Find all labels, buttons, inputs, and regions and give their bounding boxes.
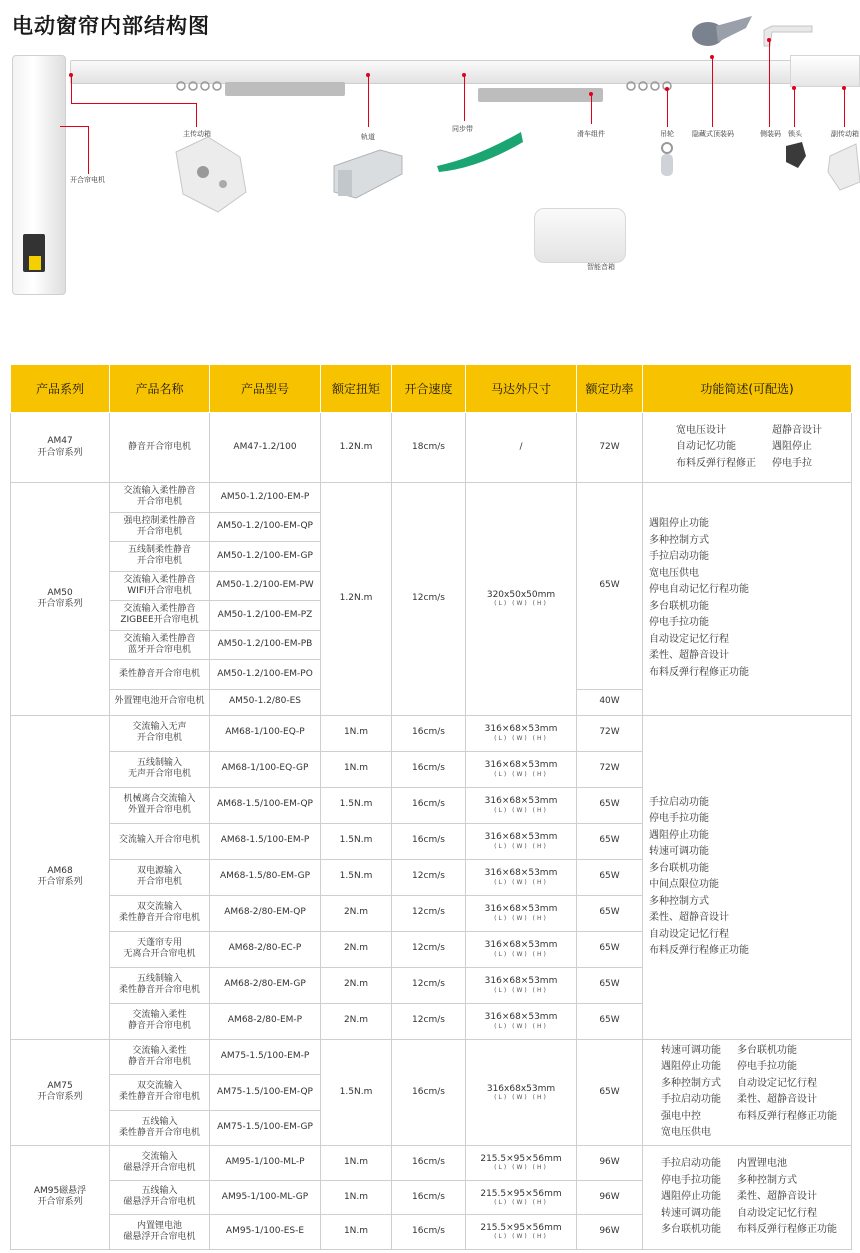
header-dimension: 马达外尺寸 [466,365,577,413]
cell-function [643,1146,852,1250]
dimension-axes-label: (L) (W) (H) [494,914,548,922]
cell-name [110,483,210,513]
cell-dimension [466,787,577,823]
cell-model-text: AM68-1.5/100-EM-QP [217,799,313,810]
label-glider: 滑车组件 [577,130,605,138]
page-title: 电动窗帘内部结构图 [12,14,210,38]
cell-speed [392,1039,466,1146]
cell-dimension-text: 316×68×53mm [484,796,558,807]
cell-torque-text: 2N.m [343,907,369,918]
cell-model [210,660,321,690]
track-image [332,148,404,204]
spec-table [10,364,852,1250]
cell-model-text: AM68-2/80-EC-P [228,943,302,954]
cell-torque-text: 1N.m [343,727,369,738]
cell-dimension-text: 316×68×53mm [484,868,558,879]
cell-power-text: 72W [599,441,620,452]
cell-power [577,751,643,787]
cell-model-text: AM68-1.5/100-EM-P [220,835,310,846]
cell-function [643,413,852,483]
cell-speed-text: 16cm/s [412,835,445,846]
cell-model [210,751,321,787]
header-series: 产品系列 [11,365,110,413]
cell-torque-text: 1.2N.m [339,441,373,452]
cell-speed [392,483,466,716]
hook-image [656,140,678,182]
cell-name [110,823,210,859]
cell-dimension [466,967,577,1003]
cell-torque [321,1215,392,1250]
cell-torque [321,483,392,716]
cell-power-text: 72W [599,763,620,774]
cell-series [11,715,110,1039]
cell-name [110,512,210,542]
cell-name-text: 交流输入柔性 静音开合帘电机 [127,1045,191,1067]
cell-name [110,787,210,823]
cell-torque [321,1039,392,1146]
cell-function-col2: 超静音设计 遇阻停止 停电手拉 [772,424,822,469]
label-aux-gearbox: 副传动箱 [831,130,859,138]
cell-name-text: 双电源输入 开合帘电机 [136,865,182,887]
cell-model [210,1003,321,1039]
cell-model-text: AM68-1/100-EQ-P [225,727,305,738]
label-hook: 吊轮 [660,130,674,138]
cell-power [577,1146,643,1181]
cell-function-text: 遇阻停止功能 多种控制方式 手拉启动功能 宽电压供电 停电自动记忆行程功能 多台联机功能 停电手拉功能 自动设定记忆行程 柔性、超静音设计 布料反弹行程修正功能 [649,518,749,678]
cell-speed-text: 16cm/s [412,1226,445,1237]
cell-power [577,967,643,1003]
cell-model [210,1146,321,1181]
cell-name [110,931,210,967]
cell-torque [321,715,392,751]
label-main-gearbox: 主传动箱 [183,130,211,138]
cell-name [110,689,210,715]
dimension-axes-label: (L) (W) (H) [494,1198,548,1206]
cell-series-text: AM50 开合帘系列 [37,587,83,609]
cell-power [577,483,643,690]
cell-power-text: 96W [599,1191,620,1202]
cell-model [210,823,321,859]
cell-model [210,483,321,513]
cell-function-text: 手拉启动功能 停电手拉功能 遇阻停止功能 转速可调功能 多台联机功能 中间点限位功能 多种控制方式 柔性、超静音设计 自动设定记忆行程 布料反弹行程修正功能 [649,796,749,956]
cell-function-col1: 宽电压设计 自动记忆功能 布料反弹行程修正 [676,424,756,469]
cell-model [210,715,321,751]
spec-table-wrap [10,364,851,1250]
dimension-axes-label: (L) (W) (H) [494,986,548,994]
cell-model-text: AM50-1.2/100-EM-PB [217,639,313,650]
cell-model [210,895,321,931]
cell-model-text: AM50-1.2/100-EM-PZ [217,609,313,620]
cell-power [577,931,643,967]
cell-series [11,413,110,483]
cell-model [210,601,321,631]
table-row [11,715,852,751]
cell-model-text: AM50-1.2/100-EM-QP [217,521,313,532]
cell-torque [321,967,392,1003]
cell-function [643,1039,852,1146]
cell-dimension-text: 316x68x53mm [486,1083,556,1094]
cell-dimension-text: 316×68×53mm [484,832,558,843]
cell-name-text: 交流输入开合帘电机 [118,835,200,846]
belt-image [435,128,525,172]
lock-image [780,140,810,170]
cell-speed-text: 12cm/s [412,907,445,918]
cell-model-text: AM95-1/100-ES-E [225,1226,305,1237]
cell-name [110,413,210,483]
cell-name-text: 五线制柔性静音 开合帘电机 [127,545,191,567]
aux-gearbox-image [826,142,860,192]
cell-dimension [466,931,577,967]
rail-end-image [790,55,860,87]
cell-name-text: 外置锂电池开合帘电机 [114,696,205,707]
cell-name-text: 天蓬帘专用 无离合开合帘电机 [123,937,196,959]
cell-power [577,689,643,715]
cell-dimension [466,859,577,895]
cell-dimension [466,751,577,787]
cell-name-text: 静音开合帘电机 [127,441,191,452]
cell-model [210,689,321,715]
cell-speed [392,751,466,787]
cell-speed-text: 16cm/s [412,1191,445,1202]
cell-model-text: AM50-1.2/100-EM-PW [216,580,314,591]
cell-power-text: 65W [599,1086,620,1097]
cell-dimension [466,895,577,931]
cell-name-text: 内置锂电池 磁悬浮开合帘电机 [123,1220,196,1242]
cell-speed [392,967,466,1003]
cell-model [210,1180,321,1215]
cell-name [110,571,210,601]
dimension-axes-label: (L) (W) (H) [494,600,548,608]
cell-name-text: 五线制输入 柔性静音开合帘电机 [118,973,200,995]
cell-series-text: AM47 开合帘系列 [37,436,83,458]
cell-speed-text: 18cm/s [412,441,445,452]
cell-name [110,660,210,690]
cell-torque [321,1146,392,1181]
label-side-bracket: 侧装码 [760,130,781,138]
table-row [11,413,852,483]
cell-speed [392,1146,466,1181]
dimension-axes-label: (L) (W) (H) [494,770,548,778]
cell-model-text: AM75-1.5/100-EM-QP [217,1086,313,1097]
cell-function-col1: 手拉启动功能 停电手拉功能 遇阻停止功能 转速可调功能 多台联机功能 [661,1158,721,1235]
cell-speed-text: 16cm/s [412,1157,445,1168]
cell-torque-text: 1.5N.m [339,1086,373,1097]
cell-power-text: 65W [599,907,620,918]
cell-model [210,1039,321,1075]
table-row [11,483,852,513]
cell-power [577,823,643,859]
cell-speed [392,895,466,931]
cell-dimension [466,1146,577,1181]
cell-torque [321,823,392,859]
cell-torque-text: 1.2N.m [339,593,373,604]
cell-speed-text: 12cm/s [412,979,445,990]
cell-model [210,1110,321,1146]
cell-name [110,630,210,660]
cell-model-text: AM68-1.5/80-EM-GP [219,871,311,882]
dimension-axes-label: (L) (W) (H) [494,1233,548,1241]
cell-name-text: 五线制输入 无声开合帘电机 [127,757,191,779]
dimension-axes-label: (L) (W) (H) [494,734,548,742]
glider-bar-image-2 [478,88,603,102]
cell-series-text: AM75 开合帘系列 [37,1081,83,1103]
cell-function-col2: 多台联机功能 停电手拉功能 自动设定记忆行程 柔性、超静音设计 布料反弹行程修正功能 [737,1044,837,1122]
cell-torque [321,931,392,967]
cell-power-text: 65W [599,1015,620,1026]
cell-power [577,787,643,823]
cell-speed [392,931,466,967]
cell-model-text: AM95-1/100-ML-GP [221,1191,309,1202]
hook-rings-image [175,78,225,98]
cell-model-text: AM50-1.2/100-EM-PO [217,668,313,679]
dimension-axes-label: (L) (W) (H) [494,878,548,886]
cell-power [577,1180,643,1215]
cell-name-text: 交流输入柔性静音 开合帘电机 [123,486,196,508]
hidden-bracket-image [686,12,756,54]
cell-power-text: 96W [599,1226,620,1237]
cell-power-text: 72W [599,727,620,738]
cell-name [110,1003,210,1039]
header-function: 功能简述(可配选) [643,365,852,413]
cell-dimension-text: 320x50x50mm [486,590,556,601]
cell-name-text: 柔性静音开合帘电机 [118,668,200,679]
cell-power-text: 65W [599,799,620,810]
cell-speed-text: 16cm/s [412,763,445,774]
cell-name [110,895,210,931]
cell-name [110,1180,210,1215]
cell-dimension-text: 316×68×53mm [484,760,558,771]
cell-torque-text: 1N.m [343,763,369,774]
cell-torque [321,1180,392,1215]
cell-name [110,601,210,631]
cell-model [210,630,321,660]
cell-speed [392,859,466,895]
cell-model-text: AM75-1.5/100-EM-GP [217,1122,313,1133]
cell-model [210,967,321,1003]
label-belt: 同步带 [452,125,473,133]
cell-power [577,1039,643,1146]
dimension-axes-label: (L) (W) (H) [494,1164,548,1172]
dimension-axes-label: (L) (W) (H) [494,950,548,958]
cell-name [110,1039,210,1075]
cell-name [110,1215,210,1250]
cell-series [11,1146,110,1250]
cell-model-text: AM68-2/80-EM-GP [224,979,306,990]
cell-torque [321,1003,392,1039]
cell-speed [392,413,466,483]
cell-speed [392,1180,466,1215]
cell-speed [392,823,466,859]
cell-power-text: 65W [599,871,620,882]
cell-model-text: AM50-1.2/100-EM-P [220,491,310,502]
cell-speed [392,787,466,823]
cell-dimension [466,823,577,859]
cell-dimension-text: 316×68×53mm [484,940,558,951]
cell-dimension-text: 215.5×95×56mm [480,1223,562,1234]
cell-model [210,787,321,823]
cell-name-text: 交流输入柔性 静音开合帘电机 [127,1009,191,1031]
cell-power-text: 65W [599,580,620,591]
cell-dimension-text: 316×68×53mm [484,1012,558,1023]
cell-power [577,715,643,751]
cell-model-text: AM50-1.2/80-ES [228,696,302,707]
cell-torque [321,787,392,823]
motor-image [12,55,66,295]
cell-dimension-text: 316×68×53mm [484,724,558,735]
dimension-axes-label: (L) (W) (H) [494,806,548,814]
cell-speed-text: 16cm/s [412,727,445,738]
cell-model-text: AM50-1.2/100-EM-GP [217,550,313,561]
cell-series [11,483,110,716]
cell-torque [321,895,392,931]
cell-model [210,1215,321,1250]
cell-name [110,542,210,572]
dimension-axes-label: (L) (W) (H) [494,842,548,850]
structure-diagram [0,0,860,330]
label-hidden-bracket: 隐藏式顶装码 [692,130,734,138]
cell-model [210,1075,321,1111]
cell-model-text: AM95-1/100-ML-P [225,1157,305,1168]
cell-model [210,413,321,483]
label-motor: 开合帘电机 [70,176,105,184]
cell-model-text: AM75-1.5/100-EM-P [220,1051,310,1062]
header-model: 产品型号 [210,365,321,413]
cell-function [643,483,852,716]
cell-speed [392,1215,466,1250]
cell-dimension [466,1180,577,1215]
cell-function-col1: 转速可调功能 遇阻停止功能 多种控制方式 手拉启动功能 强电中控 宽电压供电 [661,1044,721,1139]
table-row [11,1039,852,1075]
cell-torque-text: 1.5N.m [339,799,373,810]
cell-dimension [466,715,577,751]
cell-speed-text: 12cm/s [412,593,445,604]
cell-torque [321,413,392,483]
cell-power-text: 96W [599,1157,620,1168]
cell-model [210,931,321,967]
cell-speed-text: 16cm/s [412,799,445,810]
table-header [11,365,852,413]
cell-power [577,1215,643,1250]
cell-power-text: 40W [599,696,620,707]
cell-name-text: 交流输入柔性静音 蓝牙开合帘电机 [123,633,196,655]
table-row [11,1146,852,1181]
cell-name-text: 五线输入 磁悬浮开合帘电机 [123,1186,196,1208]
cell-dimension-text: 215.5×95×56mm [480,1154,562,1165]
cell-series-text: AM95磁悬浮 开合帘系列 [33,1186,87,1208]
cell-speed [392,715,466,751]
cell-dimension-text: 316×68×53mm [484,976,558,987]
cell-dimension-text: 316×68×53mm [484,904,558,915]
cell-power-text: 65W [599,835,620,846]
cell-name-text: 机械离合交流输入 外置开合帘电机 [123,793,196,815]
header-power: 额定功率 [577,365,643,413]
cell-name-text: 双交流输入 柔性静音开合帘电机 [118,901,200,923]
cell-torque-text: 1.5N.m [339,835,373,846]
cell-name-text: 五线输入 柔性静音开合帘电机 [118,1116,200,1138]
cell-name [110,1146,210,1181]
cell-name-text: 双交流输入 柔性静音开合帘电机 [118,1081,200,1103]
cell-torque [321,859,392,895]
cell-speed-text: 12cm/s [412,1015,445,1026]
cell-name [110,715,210,751]
cell-speed-text: 16cm/s [412,1086,445,1097]
cell-dimension-text: / [519,441,523,452]
cell-model-text: AM68-1/100-EQ-GP [221,763,309,774]
cell-torque-text: 2N.m [343,1015,369,1026]
dimension-axes-label: (L) (W) (H) [494,1093,548,1101]
cell-model-text: AM47-1.2/100 [233,441,297,452]
cell-power [577,859,643,895]
cell-name-text: 交流输入柔性静音 WIFI开合帘电机 [123,574,196,596]
gearbox-image [168,132,250,217]
cell-power-text: 65W [599,979,620,990]
cell-name-text: 交流输入 磁悬浮开合帘电机 [123,1151,196,1173]
cell-name [110,1110,210,1146]
cell-dimension-text: 215.5×95×56mm [480,1188,562,1199]
cell-model-text: AM68-2/80-EM-QP [224,907,306,918]
cell-model [210,859,321,895]
label-speaker: 智能音箱 [587,263,615,271]
cell-torque-text: 1N.m [343,1226,369,1237]
cell-torque-text: 1N.m [343,1157,369,1168]
label-track: 轨道 [361,133,375,141]
header-name: 产品名称 [110,365,210,413]
cell-torque-text: 2N.m [343,943,369,954]
cell-torque [321,751,392,787]
cell-function [643,715,852,1039]
cell-name [110,967,210,1003]
cell-dimension [466,1003,577,1039]
cell-name-text: 交流输入无声 开合帘电机 [132,721,187,743]
cell-dimension [466,1215,577,1250]
cell-power-text: 65W [599,943,620,954]
cell-model [210,571,321,601]
cell-name-text: 强电控制柔性静音 开合帘电机 [123,515,196,537]
cell-model-text: AM68-2/80-EM-P [227,1015,303,1026]
cell-name-text: 交流输入柔性静音 ZIGBEE开合帘电机 [120,604,199,626]
cell-function-col2: 内置锂电池 多种控制方式 柔性、超静音设计 自动设定记忆行程 布料反弹行程修正功能 [737,1158,837,1235]
cell-dimension [466,483,577,716]
speaker-image [534,208,626,263]
glider-bar-image [225,82,345,96]
cell-name [110,751,210,787]
header-torque: 额定扭矩 [321,365,392,413]
cell-model [210,542,321,572]
cell-series-text: AM68 开合帘系列 [37,865,83,887]
header-speed: 开合速度 [392,365,466,413]
cell-dimension [466,1039,577,1146]
cell-name [110,859,210,895]
dimension-axes-label: (L) (W) (H) [494,1022,548,1030]
cell-torque-text: 2N.m [343,979,369,990]
cell-speed [392,1003,466,1039]
cell-speed-text: 12cm/s [412,943,445,954]
cell-model [210,512,321,542]
cell-dimension [466,413,577,483]
cell-power [577,895,643,931]
label-lock: 锁头 [788,130,802,138]
cell-name [110,1075,210,1111]
cell-torque-text: 1N.m [343,1191,369,1202]
cell-power [577,413,643,483]
cell-speed-text: 12cm/s [412,871,445,882]
cell-torque-text: 1.5N.m [339,871,373,882]
cell-power [577,1003,643,1039]
cell-series [11,1039,110,1146]
